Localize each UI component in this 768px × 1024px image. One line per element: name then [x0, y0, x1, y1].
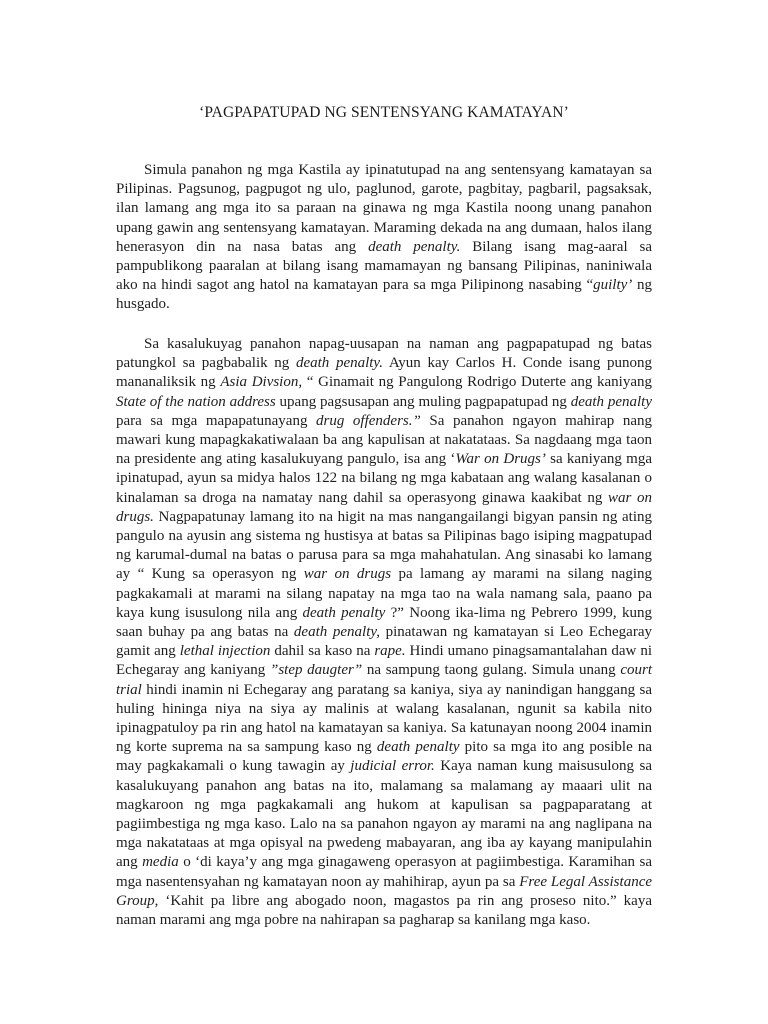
italic-text-run: death penalty. [295, 355, 384, 372]
italic-text-run: media [142, 854, 179, 871]
text-run: o ‘di kaya’y ang mga ginagaweng operasyon at pagiimbestiga. Karamihan sa mga nasentensyahan ng kamatayan noon ay mahihirap, ayun pa sa [116, 854, 652, 890]
italic-text-run: ”step daugter” [269, 662, 363, 679]
italic-text-run: judicial error. [350, 758, 435, 775]
paragraph-2 [116, 335, 652, 930]
text-run: para sa mga mapapatunayang [116, 412, 317, 429]
italic-text-run: War on Drugs’ [455, 451, 546, 468]
text-run: hindi inamin ni Echegaray ang paratang sa kaniya, siya ay nanindigan hanggang sa huling hininga niya na siya ay malinis at walang kasalanan, ngunit sa kabila nito ipinagpatuloy pa rin ang hatol na kamatayan sa kaniya. Sa katunayan noong 2004 inamin ng korte suprema na sa sampung kaso ng [116, 681, 652, 756]
italic-text-run: war on drugs. [116, 489, 652, 525]
italic-text-run: death penalty [376, 739, 460, 756]
paragraph-1 [116, 161, 652, 315]
text-run: Bilang isang mag-aaral sa pampublikong paaralan at bilang isang mamamayan ng bansang Pilipinas, naniniwala ako na hindi sagot ang hatol na kamatayan para sa mga Pilipinong nasabing “ [116, 238, 652, 294]
text-run: Ayun kay Carlos H. Conde isang punong mananaliksik ng [116, 355, 653, 391]
italic-text-run: rape. [374, 643, 406, 660]
text-run: pa lamang ay marami na silang naging pagkakamali at marami na silang napatay na mga tao na wala namang sala, paano pa kaya kung isusulong nila ang [116, 566, 652, 621]
italic-text-run: death penalty. [368, 238, 461, 255]
italic-text-run: Free Legal Assistance Group [116, 873, 653, 909]
text-run: Simula panahon ng mga Kastila ay ipinatutupad na ang sentensyang kamatayan sa Pilipinas. Pagsunog, pagpugot ng ulo, paglunod, garote, pagbitay, pagbaril, pagsaksak, ilan lamang ang mga ito sa paraan na ginawa ng mga Kastila noong unang panahon upang gawin ang sentensyang kamatayan. Maraming dekada na ang dumaan, halos ilang henerasyon din na nasa batas ang [116, 162, 652, 255]
text-run: pinatawan ng kamatayan si Leo Echegaray gamit ang [116, 624, 652, 660]
text-run: Sa panahon ngayon mahirap nang mawari kung mapagkakatiwalaan ba ang kapulisan at nakatataas. Sa nagdaang mga taon na presidente ang ating kasalukuyang pangulo, isa ang ‘ [116, 412, 652, 468]
text-run: na sampung taong gulang. Simula unang [362, 662, 621, 679]
italic-text-run: lethal injection [179, 643, 271, 660]
italic-text-run: death penalty, [293, 624, 380, 641]
italic-text-run: State of the nation address [116, 393, 276, 410]
italic-text-run: death penalty [570, 393, 653, 410]
italic-text-run: guilty’ [593, 277, 633, 294]
text-run: dahil sa kaso na [270, 643, 375, 660]
text-run: upang pagsusapan ang muling pagpapatupad ng [275, 393, 571, 410]
text-run: “ Ginamait ng Pangulong Rodrigo Duterte ang kaniyang [302, 374, 652, 391]
text-run: Nagpapatunay lamang ito na higit na mas nangangailangi bigyan pansin ng ating pangulo na ayusin ang sistema ng hustisya at batas sa Pilipinas bago isiping magpatupad ng karumal-dumal na batas o parusa para sa mga mahahatulan. Ang sinasabi ko lamang ay “ Kung sa operasyon ng [116, 508, 652, 583]
text-run: Kaya naman kung maisusulong sa kasalukuyang panahon ang batas na ito, malamang sa malamang ay maaari ulit na magkaroon ng mga pagkakamali ang hukom at kapulisan sa pagpaparatang at pagiimbestiga ng mga kaso. Lalo na sa panahon ngayon ay marami na ang naglipana na mga nakatataas at mga opisyal na pwedeng mabayaran, ang iba ay kayang manipulahin ang [116, 758, 652, 871]
text-run: , ‘Kahit pa libre ang abogado noon, magastos pa rin ang proseso nito.” kaya naman marami ang mga pobre na nahirapan sa pagharap sa kanilang mga kaso. [116, 892, 652, 929]
document-title: ‘PAGPAPATUPAD NG SENTENSYANG KAMATAYAN’ [199, 104, 569, 121]
italic-text-run: death penalty [302, 604, 386, 621]
italic-text-run: drug offenders.” [316, 412, 421, 429]
italic-text-run: court trial [116, 662, 653, 698]
text-run: sa kaniyang mga ipinatupad, ayun sa midya halos 122 na bilang ng mga kabataan ang walang kasalanan o kinalaman sa droga na namatay nang dahil sa operasyong ginawa kaakibat ng [116, 451, 652, 506]
text-run: ng husgado. [116, 277, 653, 313]
text-run: ?” Noong ika-lima ng Pebrero 1999, kung saan buhay pa ang batas na [116, 604, 652, 641]
text-run: Hindi umano pinagsamantalahan daw ni Echegaray ang kaniyang [116, 643, 652, 679]
text-run: pito sa mga ito ang posible na may pagkakamali o kung tawagin ay [116, 739, 653, 775]
text-run: Sa kasalukuyag panahon napag-uusapan na naman ang pagpapatupad ng batas patungkol sa pagbabalik ng [116, 336, 652, 372]
italic-text-run: Asia Divsion, [220, 374, 303, 391]
italic-text-run: war on drugs [303, 566, 392, 583]
